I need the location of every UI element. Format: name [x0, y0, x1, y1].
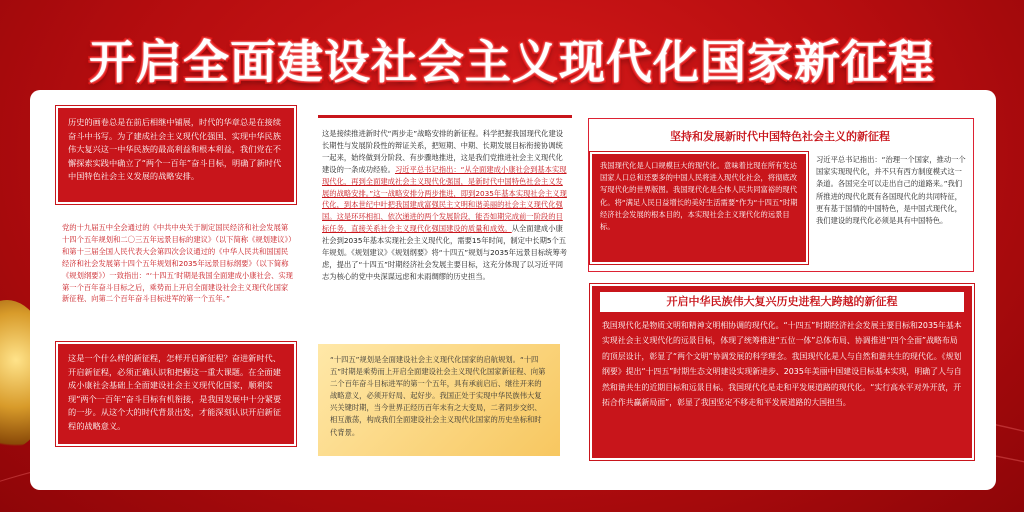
- right-top-plain-block: [812, 152, 972, 264]
- yellow-box: [318, 344, 560, 456]
- right-bottom-box: [590, 284, 974, 460]
- center-text-b: 从全面建成小康社会到2035年基本实现社会主义现代化，需要15年时间，制定中长期5个五年规划。《规划建议》《规划纲要》将“十四五”规划与2035年远景目标统筹考虑，提出了“十四五”时期经济社会发展主要目标，这充分体现了以习近平同志为核心的党中央深谋远虑和未雨绸缪的历史担当。: [322, 224, 568, 281]
- intro-box: [56, 106, 296, 204]
- right-top-title: 坚持和发展新时代中国特色社会主义的新征程: [670, 130, 890, 143]
- yellow-text: “十四五”规划是全面建设社会主义现代化国家的启航规划。“十四五”时期是乘势而上开启全面建设社会主义现代化国家新征程、向第二个百年奋斗目标进军的第一个五年，具有承前启后、继往开来的战略意义，必须开好局、起好步。我国正处于实现中华民族伟大复兴关键时期，当今世界正经历百年未有之大变局，二者同步交织、相互激荡，构成我们全面建设社会主义现代化国家的历史坐标和时代背景。: [330, 355, 546, 437]
- question-box: [56, 342, 296, 446]
- center-text-block: [318, 126, 572, 340]
- plan-text: 党的十九届五中全会通过的《中共中央关于制定国民经济和社会发展第十四个五年规划和二〇三五年远景目标的建议》（以下简称《规划建议》）和第十三届全国人民代表大会第四次会议通过的《中华人民共和国国民经济和社会发展第十四个五年规划和2035年远景目标纲要》（以下简称《规划纲要》）一致指出：“‘十四五’时期是我国全面建成小康社会、实现第一个百年奋斗目标之后，乘势而上开启全面建设社会主义现代化国家新征程、向第二个百年奋斗目标进军的第一个五年。”: [62, 223, 293, 304]
- right-top-red-box: [590, 152, 808, 264]
- right-bottom-text: 我国现代化是物质文明和精神文明相协调的现代化。“十四五”时期经济社会发展主要目标和2035年基本实现社会主义现代化的远景目标，体现了统筹推进“五位一体”总体布局、协调推进“四个全面”战略布局的顶层设计，彰显了“两个文明”协调发展的科学理念。我国现代化是人与自然和谐共生的现代化。《规划纲要》提出“十四五”时期生态文明建设实现新进步、2035年美丽中国建设目标基本实现，明确了人与自然和谐共生的近期目标和远景目标。我国现代化是走和平发展道路的现代化。“实行高水平对外开放，开拓合作共赢新局面”，彰显了我国坚定不移走和平发展道路的大国担当。: [602, 321, 962, 408]
- question-text: 这是一个什么样的新征程，怎样开启新征程？奋进新时代、开启新征程，必须正确认识和把握这一重大课题。在全面建成小康社会基础上全面建设社会主义现代化国家，顺利实现“两个一百年”奋斗目标有机衔接，是我国发展中十分紧要的一步。从这个大的时代背景出发，才能深刻认识开启新征程的战略意义。: [68, 353, 282, 431]
- center-text: [318, 126, 572, 285]
- page-title: 开启全面建设社会主义现代化国家新征程: [89, 35, 935, 89]
- right-top-red-text: 我国现代化是人口规模巨大的现代化。意味着比现在所有发达国家人口总和还要多的中国人民将进入现代化社会，将彻底改写现代化的世界版图。我国现代化是全体人民共同富裕的现代化。将“满足人民日益增长的美好生活需要”作为“十四五”时期经济社会发展的根本目的，本实现社会主义现代化的远景目标。: [600, 161, 798, 232]
- plan-text-block: [58, 220, 298, 340]
- right-top-plain-text: 习近平总书记指出：“治理一个国家，推动一个国家实现现代化，并不只有西方制度模式这一条道。各国完全可以走出自己的道路来。”我们所推进的现代化既有各国现代化的共同特征，更有基于国情的中国特色，是中国式现代化，我们建设的现代化必须是具有中国特色。: [816, 155, 966, 226]
- center-text-a: 这是接续推进新时代“两步走”战略安排的新征程。科学把握我国现代化建设长期性与发展阶段性的辩证关系，把短期、中期、长期发展目标衔接协调统一起来，始终做到分阶段、有步骤地推进，这是我们党推进社会主义现代化建设的一条成功经验。: [322, 129, 564, 174]
- center-text-highlight: 习近平总书记指出：“从全面建成小康社会到基本实现现代化，再到全面建成社会主义现代化强国，是新时代中国特色社会主义发展的战略安排。”这一战略安排分两步推进，即到2035年基本实现社会主义现代化，到本世纪中叶把我国建成富强民主文明和谐美丽的社会主义现代化强国。这是环环相扣、依次递进的两个发展阶段，能否如期完成前一阶段的目标任务，直接关系社会主义现代化强国建设的质量和成效。: [322, 164, 567, 234]
- right-bottom-title-bar: [600, 292, 964, 312]
- right-bottom-title: 开启中华民族伟大复兴历史进程大跨越的新征程: [666, 295, 898, 308]
- center-divider: [318, 115, 572, 118]
- intro-text: 历史的画卷总是在前后相继中铺展，时代的华章总是在接续奋斗中书写。为了建成社会主义现代化强国、实现中华民族伟大复兴这一中华民族的最高利益和根本利益，我们党在不懈探索实践中确立了“两个一百年”奋斗目标，明确了新时代中国特色社会主义发展的战略安排。: [68, 117, 282, 182]
